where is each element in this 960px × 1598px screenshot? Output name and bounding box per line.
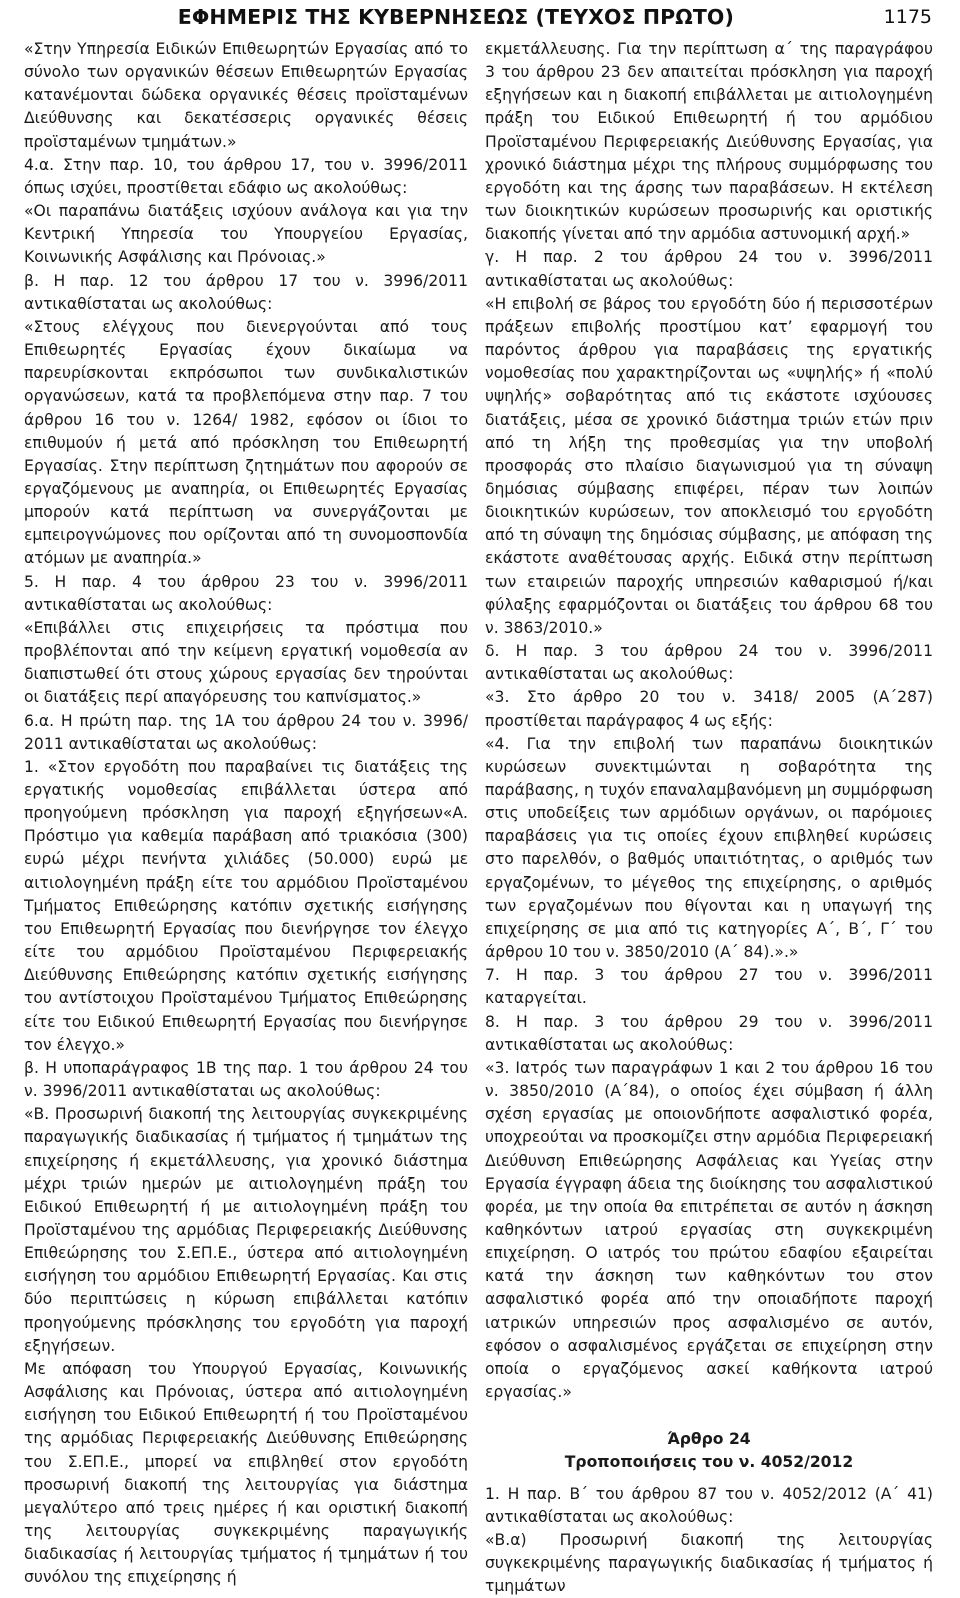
article-heading: Άρθρο 24: [667, 1430, 751, 1449]
paragraph: δ. Η παρ. 3 του άρθρου 24 του ν. 3996/2011 αντικαθίσταται ως ακολούθως:: [485, 642, 933, 684]
paragraph: γ. Η παρ. 2 του άρθρου 24 του ν. 3996/2011 αντικαθίσταται ως ακολούθως:: [485, 248, 933, 290]
paragraph: «Η επιβολή σε βάρος του εργοδότη δύο ή περισσοτέρων πράξεων επιβολής προστίμου κατ’ εφαρμογή του παρόντος άρθρου για παραβάσεις της εργατικής νομοθεσίας που χαρακτηρίζονται ως «υψηλής» ή «πολύ υψηλής» σοβαρότητας από τις εκάστοτε ισχύουσες διατάξεις, μέσα σε χρονικό διάστημα τριών ετών πριν από τη λήξη της προθεσμίας για την υποβολή προσφοράς στο πλαίσιο διαγωνισμού για τη σύναψη δημόσιας σύμβασης επιφέρει, πέραν των λοιπών διοικητικών κυρώσεων, τον αποκλεισμό του εργοδότη από τη σύναψη της δημόσιας σύμβασης, με απόφαση της εκάστοτε αναθέτουσας αρχής. Ειδικά στην περίπτωση των εταιρειών παροχής υπηρεσιών καθαρισμού ή/και φύλαξης εφαρμόζονται οι διατάξεις του άρθρου 68 του ν. 3863/2010.»: [485, 294, 933, 637]
page-header: [28, 2, 932, 32]
paragraph: «Β.α) Προσωρινή διακοπή της λειτουργίας συγκεκριμένης παραγωγικής διαδικασίας ή τμήματος ή τμημάτων: [485, 1530, 933, 1596]
gazette-title: ΕΦΗΜΕΡΙΣ ΤΗΣ ΚΥΒΕΡΝΗΣΕΩΣ (ΤΕΥΧΟΣ ΠΡΩΤΟ): [177, 5, 734, 29]
paragraph: «3. Ιατρός των παραγράφων 1 και 2 του άρθρου 16 του ν. 3850/2010 (Α΄84), ο οποίος έχει σύμβαση ή άλλη σχέση εργασίας με οποιονδήποτε ασφαλιστικό φορέα, υποχρεούται να προσκομίζει στην αρμόδια Περιφερειακή Διεύθυνση Επιθεώρησης Ασφάλειας και Υγείας στην Εργασία έγγραφη άδεια της διοίκησης του ασφαλιστικού φορέα, με την οποία θα επιτρέπεται σε αυτόν η άσκηση καθηκόντων ιατρού εργασίας στη συγκεκριμένη επιχείρηση. Ο ιατρός του πρώτου εδαφίου εξαιρείται κατά την άσκηση των καθηκόντων του στον ασφαλιστικό φορέα από την οποιαδήποτε παροχή ιατρικών υπηρεσιών προς ασφαλισμένο σε αυτόν, εφόσον ο ασφαλισμένος εργάζεται σε επιχείρηση στην οποία ο εργαζόμενος ασκεί καθήκοντα ιατρού εργασίας.»: [485, 1058, 933, 1402]
paragraph: 5. Η παρ. 4 του άρθρου 23 του ν. 3996/2011 αντικαθίσταται ως ακολούθως:: [24, 572, 468, 614]
article-subtitle: Τροποποιήσεις του ν. 4052/2012: [564, 1453, 854, 1472]
paragraph: 6.α. Η πρώτη παρ. της 1Α του άρθρου 24 του ν. 3996/ 2011 αντικαθίσταται ως ακολούθως:: [24, 711, 468, 753]
page-number: 1175: [883, 6, 932, 28]
left-column: [24, 38, 468, 1589]
paragraph: 1. Η παρ. Β΄ του άρθρου 87 του ν. 4052/2012 (Α΄ 41) αντικαθίσταται ως ακολούθως:: [485, 1484, 933, 1526]
paragraph: «Β. Προσωρινή διακοπή της λειτουργίας συγκεκριμένης παραγωγικής διαδικασίας ή τμήματος ή τμημάτων της επιχείρησης ή εκμετάλλευσης, για χρονικό διάστημα μέχρι τριών ημερών με αιτιολογημένη πράξη του Ειδικού Επιθεωρητή ή με αιτιολογημένη πράξη του Προϊσταμένου της αρμόδιας Περιφερειακής Διεύθυνσης Επιθεώρησης του Σ.ΕΠ.Ε., ύστερα από αιτιολογημένη εισήγηση του αρμόδιου Επιθεωρητή Εργασίας. Και στις δύο περιπτώσεις η κύρωση επιβάλλεται κατόπιν προηγούμενης πρόσκλησης του εργοδότη για παροχή εξηγήσεων.: [24, 1105, 468, 1355]
paragraph: «3. Στο άρθρο 20 του ν. 3418/ 2005 (Α΄287) προστίθεται παράγραφος 4 ως εξής:: [485, 688, 933, 730]
paragraph: 7. Η παρ. 3 του άρθρου 27 του ν. 3996/2011 καταργείται.: [485, 966, 933, 1008]
paragraph: «4. Για την επιβολή των παραπάνω διοικητικών κυρώσεων συνεκτιμώνται η σοβαρότητα της παράβασης, η τυχόν επαναλαμβανόμενη μη συμμόρφωση στις υποδείξεις των αρμόδιων οργάνων, οι παρόμοιες παραβάσεις για τις οποίες έχουν επιβληθεί κυρώσεις στο παρελθόν, ο βαθμός υπαιτιότητας, ο αριθμός των εργαζομένων, το μέγεθος της επιχείρησης, ο αριθμός των εργαζομένων που θίγονται και η υπαγωγή της επιχείρησης σε μια από τις κατηγορίες Α΄, Β΄, Γ΄ του άρθρου 10 του ν. 3850/2010 (Α΄ 84).».»: [485, 734, 933, 962]
paragraph: εκμετάλλευσης. Για την περίπτωση α΄ της παραγράφου 3 του άρθρου 23 δεν απαιτείται πρόσκληση για παροχή εξηγήσεων και η διακοπή επιβάλλεται με αιτιολογημένη πράξη του Ειδικού Επιθεωρητή ή του αρμόδιου Προϊσταμένου Περιφερειακής Διεύθυνσης Εργασίας, για χρονικό διάστημα μέχρι της πλήρους συμμόρφωσης του εργοδότη και της άρσης των παραβάσεων. Η εκτέλεση των διοικητικών κυρώσεων προσωρινής και οριστικής διακοπής γίνεται από την αρμόδια αστυνομική αρχή.»: [485, 40, 933, 244]
paragraph: «Επιβάλλει στις επιχειρήσεις τα πρόστιμα που προβλέπονται από την κείμενη εργατική νομοθεσία αν διαπιστωθεί ότι στους χώρους εργασίας δεν τηρούνται οι διατάξεις περί απαγόρευσης του καπνίσματος.»: [24, 618, 468, 707]
paragraph: β. Η παρ. 12 του άρθρου 17 του ν. 3996/2011 αντικαθίσταται ως ακολούθως:: [24, 271, 468, 313]
paragraph: 8. Η παρ. 3 του άρθρου 29 του ν. 3996/2011 αντικαθίσταται ως ακολούθως:: [485, 1012, 933, 1054]
paragraph: «Στην Υπηρεσία Ειδικών Επιθεωρητών Εργασίας από το σύνολο των οργανικών θέσεων Επιθεωρητών Εργασίας κατανέμονται δώδεκα οργανικές θέσεις προϊσταμένων Διεύθυνσης και δεκατέσσερις οργανικές θέσεις προϊσταμένων τμημάτων.»: [24, 40, 468, 151]
right-column: [485, 38, 933, 1598]
paragraph: 1. «Στον εργοδότη που παραβαίνει τις διατάξεις της εργατικής νομοθεσίας επιβάλλεται ύστερα από προηγούμενη πρόσκληση για παροχή εξηγήσεων«Α. Πρόστιμο για καθεμία παράβαση από τριακόσια (300) ευρώ μέχρι πενήντα χιλιάδες (50.000) ευρώ με αιτιολογημένη πράξη είτε του αρμόδιου Προϊσταμένου Τμήματος Επιθεώρησης κατόπιν σχετικής εισήγησης του Επιθεωρητή Εργασίας που διενήργησε τον έλεγχο είτε του αρμόδιου Προϊσταμένου Περιφερειακής Διεύθυνσης Επιθεώρησης κατόπιν σχετικής εισήγησης του αντίστοιχου Προϊσταμένου Τμήματος Επιθεώρησης είτε του Ειδικού Επιθεωρητή Εργασίας που διενήργησε τον έλεγχο.»: [24, 757, 468, 1054]
paragraph: «Στους ελέγχους που διενεργούνται από τους Επιθεωρητές Εργασίας έχουν δικαίωμα να παρευρίσκονται εκπρόσωποι των συνδικαλιστικών οργανώσεων, κατά τα προβλεπόμενα στην παρ. 7 του άρθρου 16 του ν. 1264/ 1982, εφόσον οι ίδιοι το επιθυμούν ή μετά από πρόσκληση του Επιθεωρητή Εργασίας. Στην περίπτωση ζητημάτων που αφορούν σε εργαζόμενους με αναπηρία, οι Επιθεωρητές Εργασίας μπορούν κατά περίπτωση να συνεργάζονται με εμπειρογνώμονες που ορίζονται από τη συνομοσπονδία ατόμων με αναπηρία.»: [24, 317, 468, 568]
paragraph: Με απόφαση του Υπουργού Εργασίας, Κοινωνικής Ασφάλισης και Πρόνοιας, ύστερα από αιτιολογημένη εισήγηση του Ειδικού Επιθεωρητή ή του Προϊσταμένου της αρμόδιας Περιφερειακής Διεύθυνσης Επιθεώρησης του Σ.ΕΠ.Ε., μπορεί να επιβληθεί στον εργοδότη προσωρινή διακοπή της λειτουργίας για διάστημα μεγαλύτερο από τρεις ημέρες ή και οριστική διακοπή της λειτουργίας συγκεκριμένης παραγωγικής διαδικασίας ή λειτουργίας τμήματος ή τμημάτων ή του συνόλου της επιχείρησης ή: [24, 1359, 468, 1587]
paragraph: «Οι παραπάνω διατάξεις ισχύουν ανάλογα και για την Κεντρική Υπηρεσία του Υπουργείου Εργασίας, Κοινωνικής Ασφάλισης και Πρόνοιας.»: [24, 202, 468, 267]
paragraph: 4.α. Στην παρ. 10, του άρθρου 17, του ν. 3996/2011 όπως ισχύει, προστίθεται εδάφιο ως ακολούθως:: [24, 155, 468, 197]
paragraph: β. Η υποπαράγραφος 1Β της παρ. 1 του άρθρου 24 του ν. 3996/2011 αντικαθίσταται ως ακολούθως:: [24, 1058, 468, 1101]
